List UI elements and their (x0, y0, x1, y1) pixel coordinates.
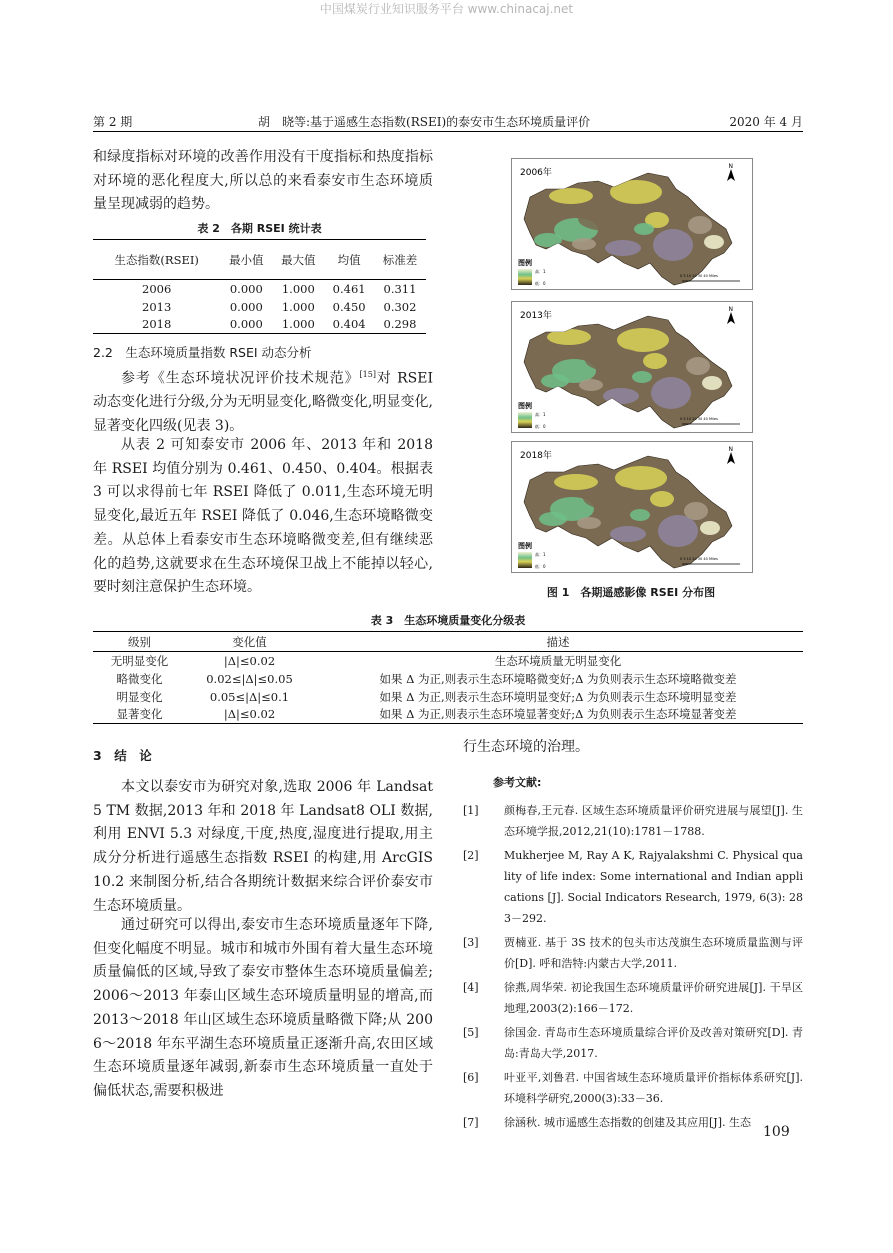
rsei-zone (688, 216, 712, 234)
table-cell: 0.000 (229, 299, 263, 314)
rsei-zone (700, 521, 720, 535)
reference-text: 叶亚平,刘鲁君. 中国省域生态环境质量评价指标体系研究[J]. 环境科学研究,2000(3):33－36. (504, 1071, 803, 1105)
citation-marker: [15] (359, 370, 376, 379)
table-cell: 2013 (142, 299, 172, 314)
rsei-zone (554, 474, 598, 490)
table-cell: 0.461 (332, 281, 366, 296)
rsei-zone (610, 180, 662, 204)
map-year-label: 2018年 (520, 451, 552, 461)
section-2-2-paragraph-2: 从表 2 可知泰安市 2006 年、2013 年和 2018 年 RSEI 均值分别为 0.461、0.450、0.404。根据表 3 可以求得前七年 RSEI 降低了 0.011,生态环境无明显变化,最近五年 RSEI 降低了 0.046,生态环境略微变差。从总体上看泰安市生态环境略微变差,但有继续恶化的趋势,这就要求在生态环境保卫战上不能掉以轻心,要时刻注意保护生态环境。 (93, 437, 433, 596)
table-cell: 1.000 (272, 316, 324, 334)
reference-text: 徐涵秋. 城市遥感生态指数的创建及其应用[J]. 生态 (504, 1116, 751, 1129)
table-cell: 0.450 (332, 299, 366, 314)
rsei-map (512, 159, 752, 289)
reference-item (463, 1022, 803, 1064)
table-cell: 明显变化 (116, 689, 163, 704)
table-cell: 无明显变化 (110, 653, 169, 668)
table3-change-grades (93, 631, 803, 724)
north-arrow-icon (727, 312, 735, 324)
rsei-zone (630, 509, 650, 521)
table-header-row (93, 632, 803, 652)
column-header: 最小值 (229, 252, 264, 267)
conclusion-paragraph-2-continued: 行生态环境的治理。 (463, 739, 589, 755)
map-year-label: 2006年 (520, 168, 552, 178)
rsei-zone (653, 229, 693, 261)
rsei-zone (579, 379, 603, 391)
table-row (93, 652, 803, 670)
reference-item (463, 1112, 803, 1133)
issue-number: 第 2 期 (93, 115, 133, 129)
north-label: N (728, 446, 733, 453)
table-row (93, 688, 803, 706)
legend-low-label: 低：0 (535, 424, 546, 429)
rsei-zone (578, 207, 638, 231)
reference-item (463, 977, 803, 1019)
paragraph-text: 参考《生态环境状况评价技术规范》 (121, 370, 360, 387)
table-cell: |Δ|≤0.02 (186, 706, 313, 724)
scale-bar-label: 0 5 10 20 30 40 Miles (680, 417, 718, 421)
table-cell: 0.311 (383, 281, 417, 296)
rsei-zone (541, 374, 569, 388)
north-label: N (728, 163, 733, 170)
rsei-zone (702, 376, 722, 390)
column-header: 生态指数(RSEI) (114, 252, 199, 267)
table-cell: 0.000 (229, 281, 263, 296)
table-cell: 0.404 (324, 316, 374, 334)
table3-caption: 表 3 生态环境质量变化分级表 (370, 614, 526, 627)
reference-number: [5] (463, 1026, 479, 1039)
reference-number: [1] (463, 804, 479, 817)
header-rule (93, 131, 803, 132)
table-row (93, 280, 426, 298)
rsei-zone (658, 515, 698, 547)
table-cell: |Δ|≤0.02 (223, 653, 276, 668)
reference-number: [2] (463, 849, 479, 862)
rsei-zone (603, 388, 639, 404)
rsei-map (512, 302, 752, 432)
reference-item (463, 845, 803, 929)
table-cell: 0.302 (383, 299, 417, 314)
legend-title: 图例 (518, 259, 532, 267)
rsei-zone (704, 235, 724, 249)
legend-high-label: 高：1 (535, 552, 546, 557)
table2-rsei-statistics (93, 239, 426, 334)
legend-low-label: 低：0 (535, 564, 546, 569)
reference-text: 贾楠亚. 基于 3S 技术的包头市达茂旗生态环境质量监测与评价[D]. 呼和浩特:内蒙古大学,2011. (504, 936, 803, 970)
issue-date: 2020 年 4 月 (729, 115, 803, 129)
rsei-zone (632, 371, 652, 383)
references-title: 参考文献: (493, 776, 542, 789)
column-header: 最大值 (281, 252, 316, 267)
intro-paragraph: 和绿度指标对环境的改善作用没有干度指标和热度指标对环境的恶化程度大,所以总的来看泰安市生态环境质量呈现减弱的趋势。 (93, 149, 433, 213)
scale-bar-label: 0 5 10 20 30 40 Miles (680, 274, 718, 278)
reference-item (463, 800, 803, 842)
rsei-zone (539, 512, 567, 526)
table-cell: 0.000 (220, 316, 272, 334)
table-row (93, 298, 426, 316)
rsei-zone (643, 353, 667, 369)
rsei-zone (549, 188, 593, 204)
section-3-heading: 3 结 论 (93, 748, 152, 763)
north-label: N (728, 306, 733, 313)
table-cell: 1.000 (281, 299, 315, 314)
reference-text: 徐国金. 青岛市生态环境质量综合评价及改善对策研究[D]. 青岛:青岛大学,2017. (504, 1026, 803, 1060)
table-cell: 0.05≤|Δ|≤0.1 (209, 689, 290, 704)
column-header: 级别 (128, 634, 151, 649)
table-cell: 生态环境质量无明显变化 (494, 653, 622, 668)
rsei-zone (615, 466, 667, 490)
reference-number: [7] (463, 1116, 479, 1129)
rsei-zone (547, 329, 591, 345)
rsei-map-panel (511, 158, 753, 290)
legend-high-label: 高：1 (535, 412, 546, 417)
rsei-zone (585, 348, 645, 372)
table-row (93, 670, 803, 688)
paragraph-text: 对 RSEI 动态变化进行分级,分为无明显变化,略微变化,明显变化,显著变化四级(见表 3)。 (93, 370, 433, 435)
article-running-title: 胡 晓等:基于遥感生态指数(RSEI)的泰安市生态环境质量评价 (258, 115, 591, 129)
section-2-2-heading: 2.2 生态环境质量指数 RSEI 动态分析 (93, 345, 312, 360)
table-cell: 2006 (142, 281, 172, 296)
column-header: 变化值 (232, 634, 267, 649)
rsei-map (512, 442, 752, 572)
table-row (93, 706, 803, 724)
north-arrow-icon (727, 169, 735, 181)
reference-item (463, 932, 803, 974)
column-header: 描述 (546, 634, 570, 649)
reference-number: [4] (463, 981, 479, 994)
table-row (93, 316, 426, 334)
rsei-zone (650, 491, 674, 507)
legend-color-ramp (518, 269, 532, 285)
table-cell: 1.000 (281, 281, 315, 296)
rsei-zone (686, 357, 710, 375)
rsei-zone (605, 240, 641, 256)
rsei-zone (610, 526, 646, 542)
table-cell: 显著变化 (93, 706, 186, 724)
page-number: 109 (763, 1124, 790, 1140)
rsei-zone (651, 377, 691, 409)
legend-low-label: 低：0 (535, 281, 546, 286)
reference-item (463, 1067, 803, 1109)
reference-text: Mukherjee M, Ray A K, Rajyalakshmi C. Physical quality of life index: Some international and Indian applications [J]. Social Indicators Research, 1979, 6(3): 283－292. (504, 849, 803, 925)
rsei-map-panel (511, 441, 753, 573)
reference-number: [3] (463, 936, 479, 949)
column-header: 均值 (337, 252, 361, 267)
rsei-zone (684, 502, 708, 520)
conclusion-paragraph-1: 本文以泰安市为研究对象,选取 2006 年 Landsat5 TM 数据,2013 年和 2018 年 Landsat8 OLI 数据,利用 ENVI 5.3 对绿度,干度,热度,湿度进行提取,用主成分分析进行遥感生态指数 RSEI 的构建,用 ArcGIS 10.2 来制图分析,结合各期统计数据来综合评价泰安市生态环境质量。 (93, 779, 433, 914)
scale-bar-label: 0 5 10 20 30 40 Miles (680, 557, 718, 561)
rsei-zone (634, 223, 654, 235)
table-cell: 2018 (93, 316, 220, 334)
table-header-row (93, 240, 426, 280)
rsei-zone (577, 517, 601, 529)
legend-title: 图例 (518, 542, 532, 550)
rsei-zone (572, 238, 596, 250)
reference-text: 徐燕,周华荣. 初论我国生态环境质量评价研究进展[J]. 干旱区地理,2003(2):166－172. (504, 981, 803, 1015)
rsei-zone (617, 328, 669, 352)
table-cell: 如果 Δ 为正,则表示生态环境明显变好;Δ 为负则表示生态环境明显变差 (379, 689, 737, 704)
rsei-zone (534, 233, 562, 247)
north-arrow-icon (727, 452, 735, 464)
table-cell: 如果 Δ 为正,则表示生态环境略微变好;Δ 为负则表示生态环境略微变差 (379, 671, 737, 686)
references-list (463, 800, 803, 1133)
rsei-zone (583, 486, 643, 510)
legend-color-ramp (518, 412, 532, 428)
figure1-caption: 图 1 各期遥感影像 RSEI 分布图 (546, 586, 716, 599)
legend-title: 图例 (518, 402, 532, 410)
rsei-map-panel (511, 301, 753, 433)
table-cell: 0.02≤|Δ|≤0.05 (206, 671, 293, 686)
legend-color-ramp (518, 552, 532, 568)
map-year-label: 2013年 (520, 311, 552, 321)
reference-text: 颜梅春,王元春. 区域生态环境质量评价研究进展与展望[J]. 生态环境学报,2012,21(10):1781－1788. (504, 804, 803, 838)
table2-caption: 表 2 各期 RSEI 统计表 (197, 222, 322, 235)
table-cell: 0.298 (374, 316, 426, 334)
table-cell: 略微变化 (116, 671, 163, 686)
section-2-2-paragraph-1 (93, 363, 433, 439)
table-cell: 如果 Δ 为正,则表示生态环境显著变好;Δ 为负则表示生态环境显著变差 (313, 706, 803, 724)
legend-high-label: 高：1 (535, 269, 546, 274)
running-header (93, 113, 803, 131)
conclusion-paragraph-2: 通过研究可以得出,泰安市生态环境质量逐年下降,但变化幅度不明显。城市和城市外围有着大量生态环境质量偏低的区域,导致了泰安市整体生态环境质量偏差;2006～2013 年泰山区域生态环境质量明显的增高,而 2013～2018 年山区域生态环境质量略微下降;从 2006～2018 年东平湖生态环境质量正逐渐升高,农田区域生态环境质量逐年减弱,新泰市生态环境质量一直处于偏低状态,需要积极进 (93, 917, 433, 1099)
watermark: 中国煤炭行业知识服务平台 www.chinacaj.net (319, 2, 574, 16)
column-header: 标准差 (382, 252, 418, 267)
reference-number: [6] (463, 1071, 479, 1084)
